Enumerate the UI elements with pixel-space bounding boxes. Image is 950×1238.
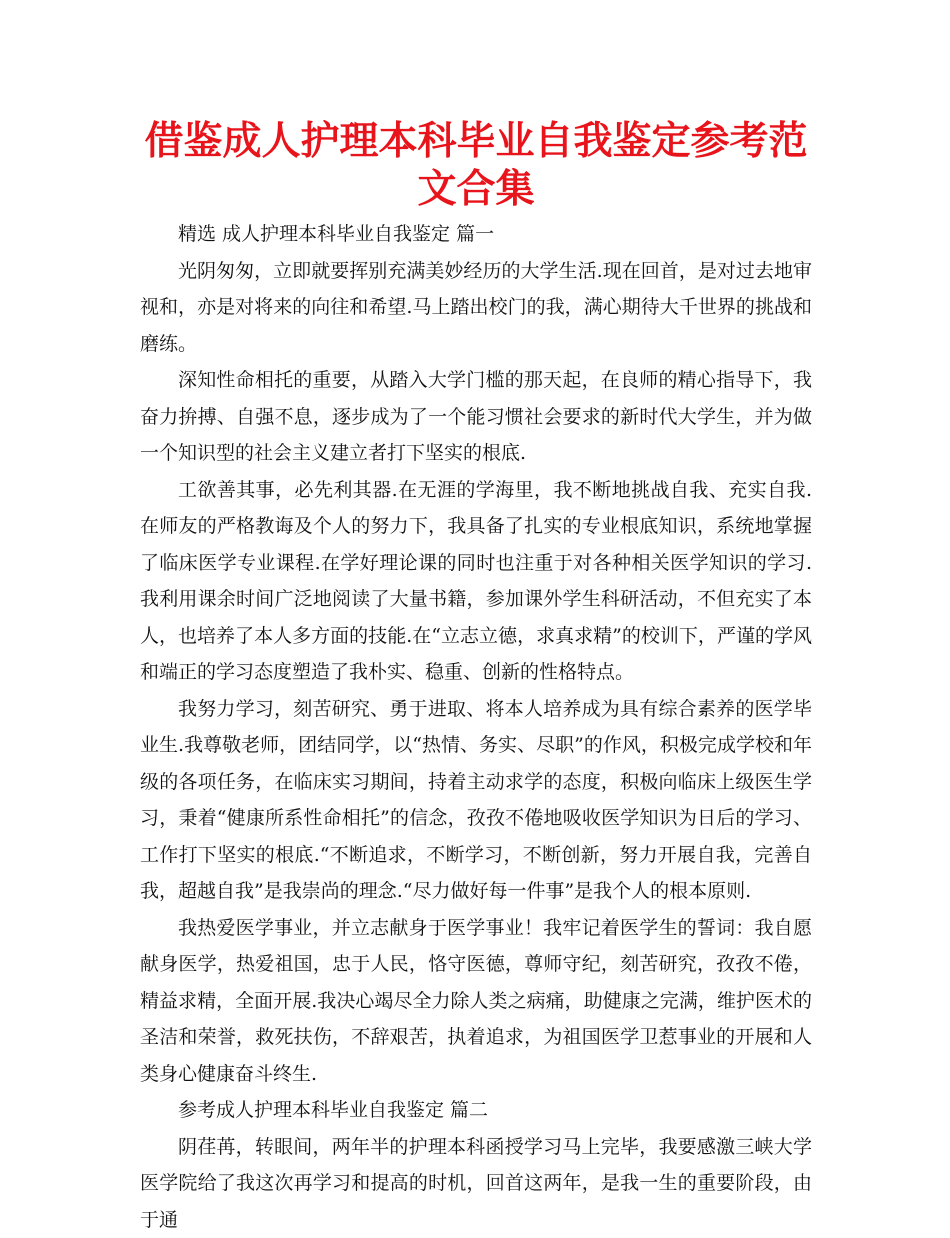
paragraph: 我努力学习，刻苦研究、勇于进取、将本人培养成为具有综合素养的医学毕业生.我尊敬老师，团结同学，以“热情、务实、尽职”的作风，积极完成学校和年级的各项任务，在临床实习期间，持着主动求学的态度，积极向临床上级医生学习，秉着“健康所系性命相托”的信念，孜孜不倦地吸收医学知识为日后的学习、工作打下坚实的根底.“不断追求，不断学习，不断创新，努力开展自我，完善自我，超越自我”是我崇尚的理念.“尽力做好每一件事”是我个人的根本原则. (140, 691, 812, 910)
paragraph: 光阴匆匆，立即就要挥别充满美妙经历的大学生活.现在回首，是对过去地审视和，亦是对将来的向往和希望.马上踏出校门的我，满心期待大千世界的挑战和磨练。 (140, 253, 812, 363)
section-heading-1: 精选 成人护理本科毕业自我鉴定 篇一 (140, 216, 812, 253)
paragraph: 阴荏苒，转眼间，两年半的护理本科函授学习马上完毕，我要感激三峡大学医学院给了我这次再学习和提高的时机，回首这两年，是我一生的重要阶段，由于通 (140, 1129, 812, 1238)
document-title: 借鉴成人护理本科毕业自我鉴定参考范文合集 (140, 118, 812, 214)
section-heading-2: 参考成人护理本科毕业自我鉴定 篇二 (140, 1092, 812, 1129)
paragraph: 我热爱医学事业，并立志献身于医学事业！我牢记着医学生的誓词：我自愿献身医学，热爱祖国，忠于人民，恪守医德，尊师守纪，刻苦研究，孜孜不倦，精益求精，全面开展.我决心竭尽全力除人类之病痛，助健康之完满，维护医术的圣洁和荣誉，救死扶伤，不辞艰苦，执着追求，为祖国医学卫惹事业的开展和人类身心健康奋斗终生. (140, 910, 812, 1093)
paragraph: 深知性命相托的重要，从踏入大学门槛的那天起，在良师的精心指导下，我奋力拚搏、自强不息，逐步成为了一个能习惯社会要求的新时代大学生，并为做一个知识型的社会主义建立者打下坚实的根底. (140, 362, 812, 472)
paragraph: 工欲善其事，必先利其器.在无涯的学海里，我不断地挑战自我、充实自我.在师友的严格教诲及个人的努力下，我具备了扎实的专业根底知识，系统地掌握了临床医学专业课程.在学好理论课的同时也注重于对各种相关医学知识的学习.我利用课余时间广泛地阅读了大量书籍，参加课外学生科研活动，不但充实了本人，也培养了本人多方面的技能.在“立志立德，求真求精”的校训下，严谨的学风和端正的学习态度塑造了我朴实、稳重、创新的性格特点。 (140, 472, 812, 691)
document-body (140, 216, 812, 1238)
